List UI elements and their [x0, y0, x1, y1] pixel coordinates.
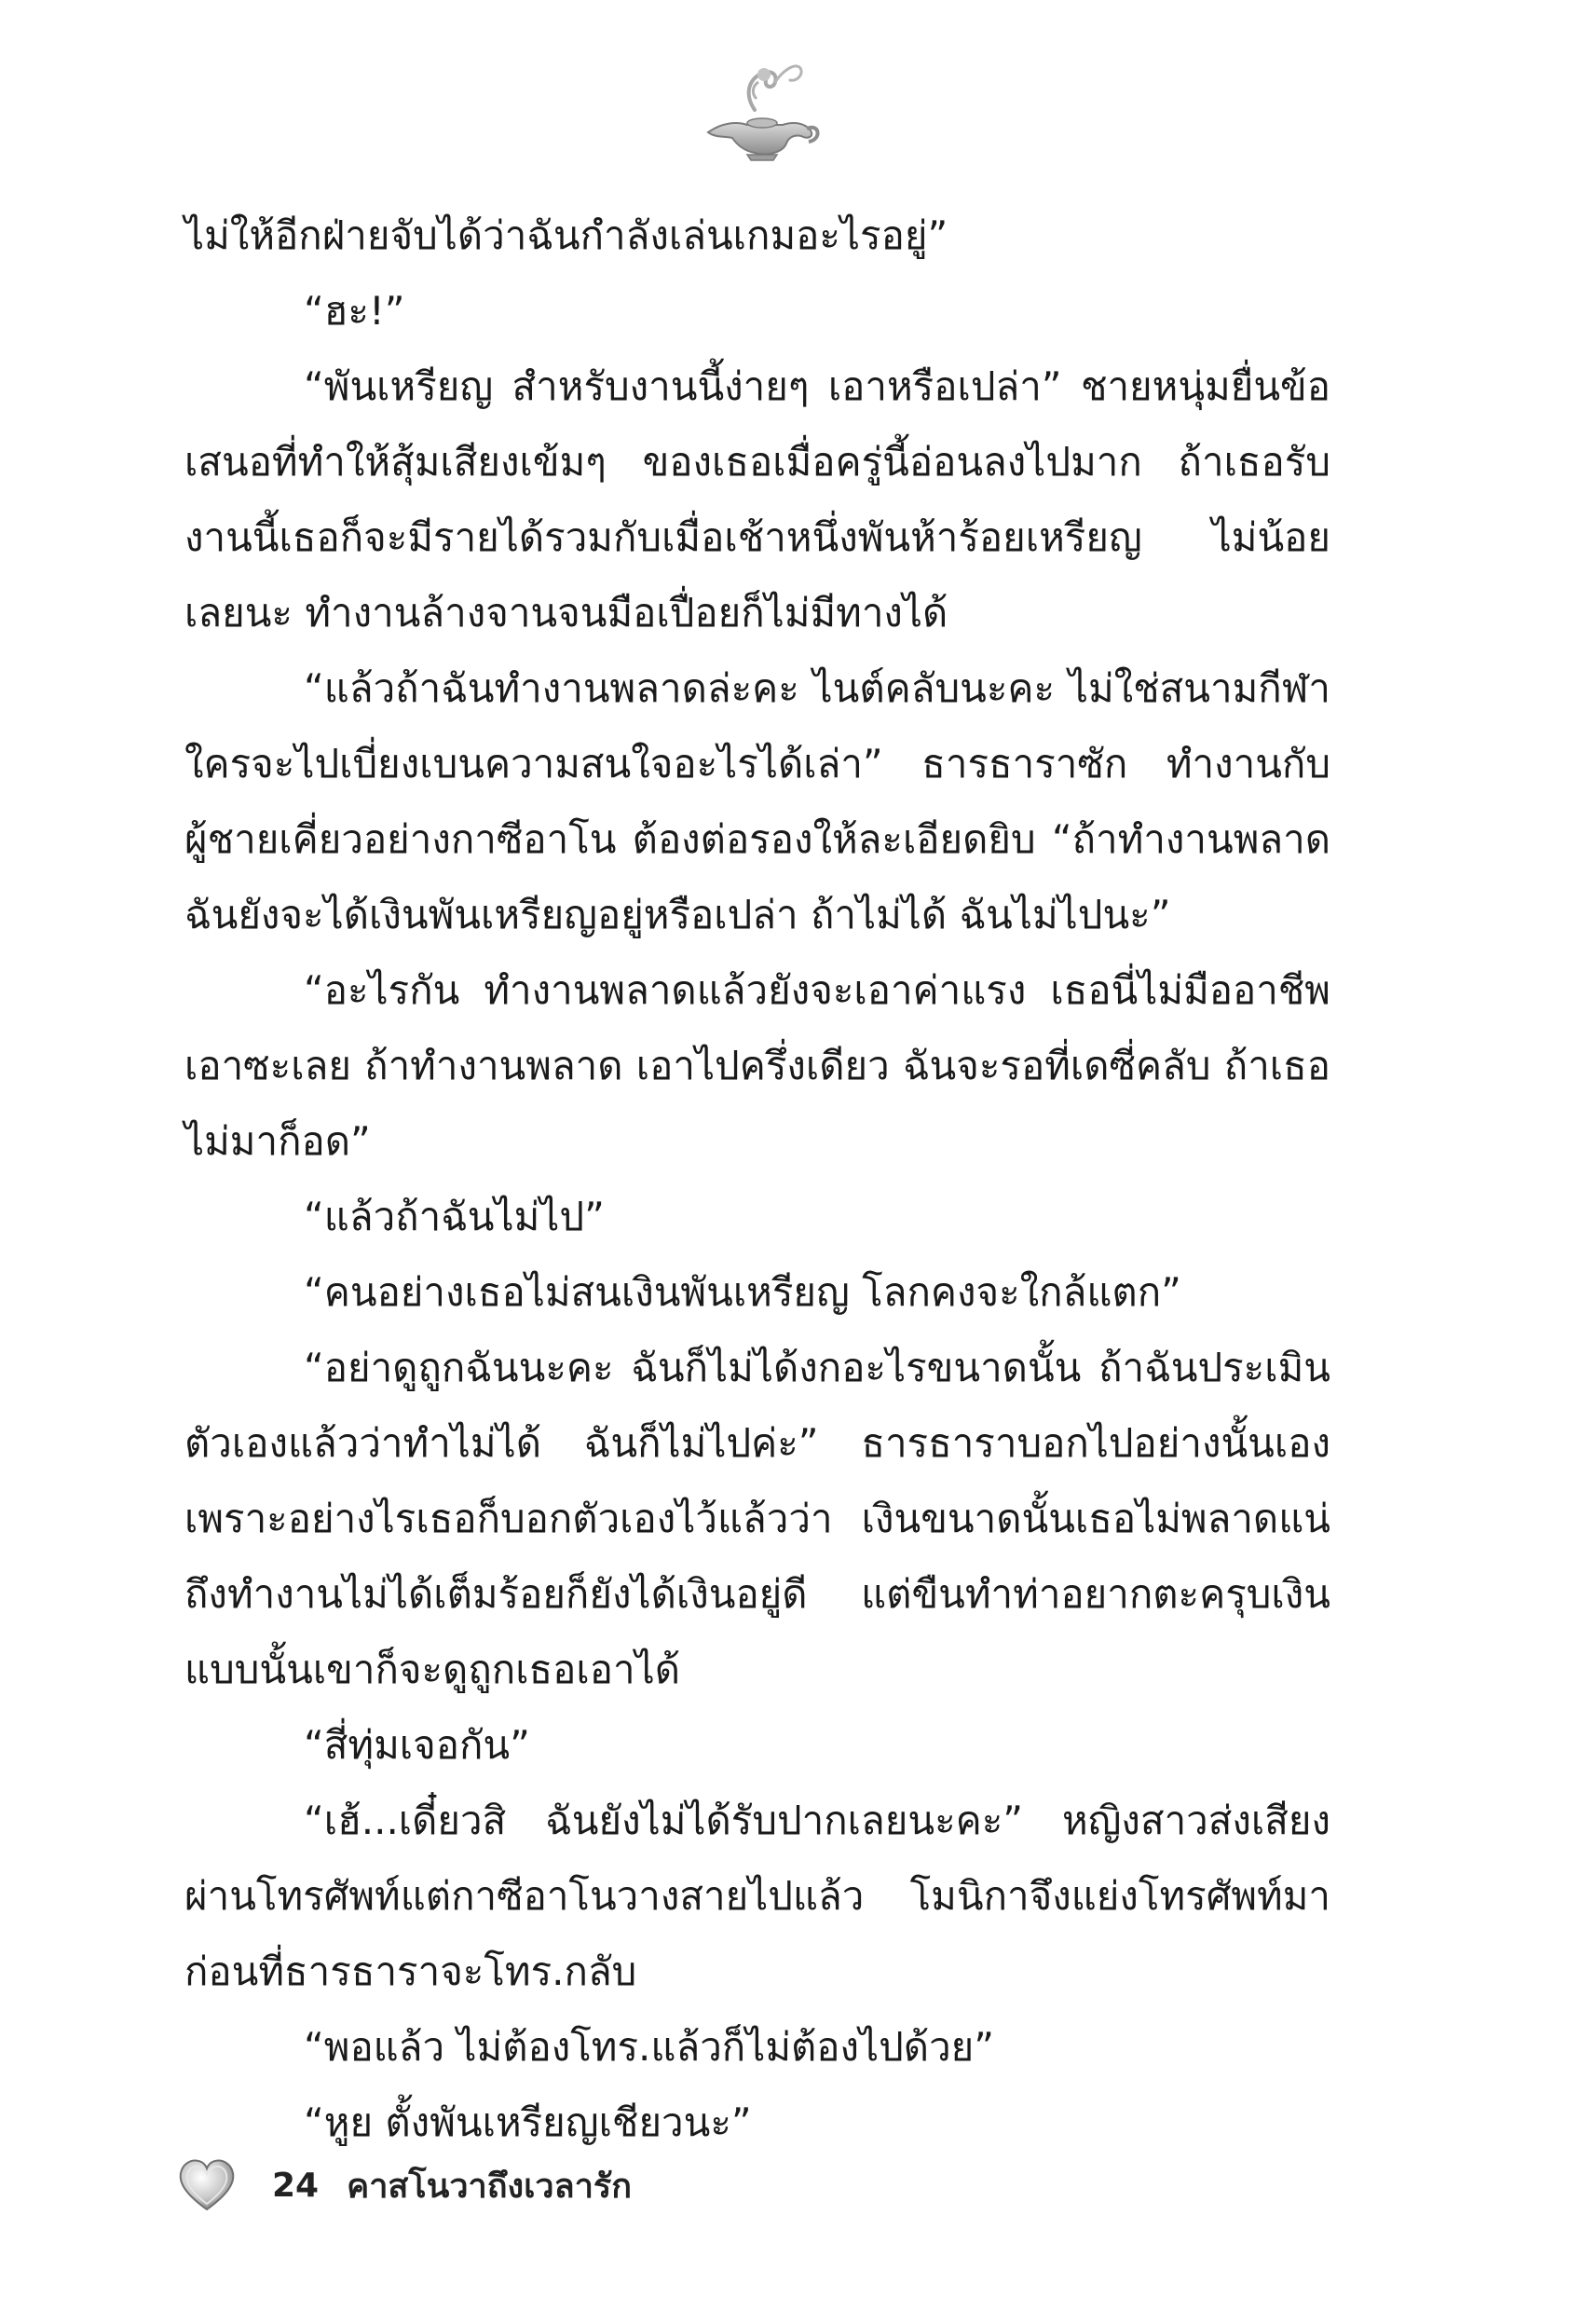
paragraph-4: “แล้วถ้าฉันทำงานพลาดล่ะคะ ไนต์คลับนะคะ ไม่ใช่สนามกีฬาใครจะไปเบี่ยงเบนความสนใจอะไรได้เล่า” ธารธาราซัก ทำงานกับผู้ชายเคี่ยวอย่างกาซีอาโน ต้องต่อรองให้ละเอียดยิบ “ถ้าทำงานพลาดฉันยังจะได้เงินพันเหรียญอยู่หรือเปล่า ถ้าไม่ได้ ฉันไม่ไปนะ” — [184, 665, 1330, 937]
paragraph-6: “แล้วถ้าฉันไม่ไป” — [304, 1194, 605, 1239]
paragraph-2: “ฮะ!” — [304, 288, 405, 334]
paragraph-1: ไม่ให้อีกฝ่ายจับได้ว่าฉันกำลังเล่นเกมอะไรอยู่” — [184, 212, 948, 258]
paragraph-7: “คนอย่างเธอไม่สนเงินพันเหรียญ โลกคงจะใกล้แตก” — [304, 1269, 1181, 1315]
paragraph-11: “พอแล้ว ไม่ต้องโทร.แล้วก็ไม่ต้องไปด้วย” — [304, 2024, 995, 2070]
paragraph-12: “หูย ตั้งพันเหรียญเชียวนะ” — [304, 2099, 752, 2145]
body-text — [184, 198, 1330, 2160]
paragraph-10: “เฮ้...เดี๋ยวสิ ฉันยังไม่ได้รับปากเลยนะคะ” หญิงสาวส่งเสียงผ่านโทรศัพท์แต่กาซีอาโนวางสายไปแล้ว โมนิกาจึงแย่งโทรศัพท์มาก่อนที่ธารธาราจะโทร.กลับ — [184, 1798, 1330, 1994]
page-footer — [177, 2148, 632, 2222]
heart-icon — [177, 2157, 237, 2213]
genie-lamp-icon — [689, 54, 829, 166]
paragraph-8: “อย่าดูถูกฉันนะคะ ฉันก็ไม่ได้งกอะไรขนาดนั้น ถ้าฉันประเมินตัวเองแล้วว่าทำไม่ได้ ฉันก็ไม่ไปค่ะ” ธารธาราบอกไปอย่างนั้นเอง เพราะอย่างไรเธอก็บอกตัวเองไว้แล้วว่า เงินขนาดนั้นเธอไม่พลาดแน่ ถึงทำงานไม่ได้เต็มร้อยก็ยังได้เงินอยู่ดี แต่ขืนทำท่าอยากตะครุบเงินแบบนั้นเขาก็จะดูถูกเธอเอาได้ — [184, 1345, 1330, 1692]
book-title: คาสโนวาถึงเวลารัก — [347, 2167, 633, 2206]
page-number: 24 — [272, 2166, 320, 2205]
paragraph-5: “อะไรกัน ทำงานพลาดแล้วยังจะเอาค่าแรง เธอนี่ไม่มืออาชีพเอาซะเลย ถ้าทำงานพลาด เอาไปครึ่งเดียว ฉันจะรอที่เดซี่คลับ ถ้าเธอไม่มาก็อด” — [184, 967, 1330, 1164]
paragraph-9: “สี่ทุ่มเจอกัน” — [304, 1722, 530, 1768]
paragraph-3: “พันเหรียญ สำหรับงานนี้ง่ายๆ เอาหรือเปล่า” ชายหนุ่มยื่นข้อเสนอที่ทำให้สุ้มเสียงเข้มๆ ของเธอเมื่อครู่นี้อ่อนลงไปมาก ถ้าเธอรับงานนี้เธอก็จะมีรายได้รวมกับเมื่อเช้าหนึ่งพันห้าร้อยเหรียญ ไม่น้อยเลยนะ ทำงานล้างจานจนมือเปื่อยก็ไม่มีทางได้ — [184, 363, 1330, 636]
